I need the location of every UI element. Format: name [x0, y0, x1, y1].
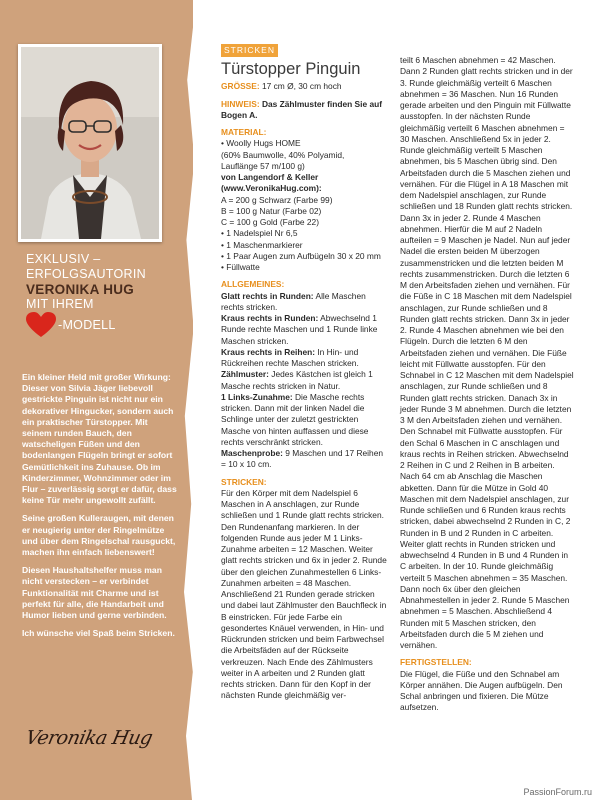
allgemeines-item — [221, 347, 387, 370]
allgemeines-item — [221, 369, 387, 392]
hinweis-label: HINWEIS: — [221, 98, 260, 109]
watermark: PassionForum.ru — [523, 787, 592, 797]
material-line: (60% Baumwolle, 40% Polyamid, — [221, 149, 345, 160]
exklusiv-heading — [26, 252, 176, 338]
material-line: C = 100 g Gold (Farbe 22) — [221, 217, 319, 227]
groesse-section — [221, 81, 387, 92]
stricken-text-part-1: Für den Körper mit dem Nadelspiel 6 Maschen in A anschlagen, zur Runde schließen und 1 Runde glatt rechts stricken. Den Rundenanfang markieren. In der folgenden Runde aus jeder M 1 Links-Zunahme arbeiten = 12 Maschen. Weiter glatt rechts stricken und 6x in jeder 2. Runde über den gleichen Zunahmestellen 6 Links-Zunahmen arbeiten = 48 Maschen. Anschließend 21 Runden gerade stricken und dabei laut Zählmuster den Bauchfleck in B einstricken. Für jede Farbe ein gesondertes Knäuel verwenden, in Hin- und Rückrunden stricken und beim Farbwechsel die Arbeitsfäden auf der Rückseite verkreuzen. Nach Ende des Zählmusters weiter in A arbeiten und 2 Runden glatt rechts stricken. Dann für den Kopf in der nächsten Runde gleichmäßig ver- — [221, 487, 387, 701]
allgemeines-text: Die Masche rechts stricken. Dann mit der linken Nadel die Schlinge unter der zuletzt gestrickten Masche von hinten auffassen und diese rechts verschränkt stricken. — [221, 391, 369, 447]
article-column-2 — [400, 55, 574, 714]
material-line: Lauflänge 57 m/100 g) — [221, 160, 305, 171]
stricken-section — [221, 477, 387, 702]
allgemeines-text: In Hin- und Rückreihen rechte Maschen stricken. — [221, 346, 359, 368]
mit-ihrem: MIT IHREM — [26, 297, 94, 311]
material-line: (www.VeronikaHug.com): — [221, 183, 322, 194]
category-tag: STRICKEN — [221, 44, 278, 57]
allgemeines-term: 1 Links-Zunahme: — [221, 391, 293, 402]
author-name: VERONIKA HUG — [26, 282, 135, 297]
material-line: • 1 Paar Augen zum Aufbügeln 30 x 20 mm — [221, 250, 381, 261]
allgemeines-item — [221, 313, 387, 347]
heart-modell-row — [26, 312, 176, 338]
allgemeines-term: Maschenprobe: — [221, 448, 283, 458]
author-signature: Veronika Hug — [23, 727, 155, 749]
material-line: • 1 Nadelspiel Nr 6,5 — [221, 228, 298, 239]
author-sidebar — [0, 0, 193, 800]
allgemeines-label: ALLGEMEINES: — [221, 279, 285, 290]
material-line: • Woolly Hugs HOME — [221, 138, 301, 149]
groesse-value: 17 cm Ø, 30 cm hoch — [261, 81, 342, 92]
groesse-label: GRÖSSE: — [221, 81, 260, 92]
intro-paragraph-4: Ich wünsche viel Spaß beim Stricken. — [22, 628, 175, 639]
article-column-1 — [221, 44, 387, 702]
heart-icon — [26, 312, 56, 338]
allgemeines-term: Kraus rechts in Runden: — [221, 313, 319, 323]
allgemeines-section — [221, 279, 387, 470]
material-line: • 1 Maschenmarkierer — [221, 239, 303, 250]
material-section — [221, 127, 387, 273]
allgemeines-term: Zählmuster: — [221, 369, 269, 380]
author-portrait-illustration — [21, 47, 159, 239]
modell-label: -MODELL — [58, 317, 116, 332]
allgemeines-text: Abwechselnd 1 Runde rechte Maschen und 1 Runde linke Maschen stricken. — [221, 313, 378, 346]
allgemeines-text: 9 Maschen und 17 Reihen = 10 x 10 cm. — [221, 448, 384, 470]
fertigstellen-label: FERTIGSTELLEN: — [400, 657, 472, 668]
fertigstellen-text: Die Flügel, die Füße und den Schnabel am Körper annähen. Die Augen aufbügeln. Den Schal anbringen und fixieren. Die Mütze aufsetzen. — [400, 668, 563, 713]
article-title: Türstopper Pinguin — [221, 60, 361, 79]
intro-paragraph-2: Seine großen Kulleraugen, mit denen er neugierig unter der Ringelmütze und über dem Ringelschal rausguckt, machen ihn einfach liebenswert! — [22, 513, 176, 558]
allgemeines-item — [221, 448, 387, 471]
exklusiv-line-1: EXKLUSIV – — [26, 252, 101, 266]
hinweis-section — [221, 99, 387, 122]
material-label: MATERIAL: — [221, 127, 267, 137]
allgemeines-item — [221, 392, 387, 448]
material-line: A = 200 g Schwarz (Farbe 99) — [221, 194, 333, 205]
stricken-text-part-2: teilt 6 Maschen abnehmen = 42 Maschen. Dann 2 Runden glatt rechts stricken und in der 3. Runde gleichmäßig verteilt 6 Maschen abnehmen = 36 Maschen. Nun 16 Runden gerade arbeiten und den Pinguin mit Füllwatte ausstopfen. In der nächsten Runde gleichmäßig verteilt 6 Maschen abnehmen = 30 Maschen. Anschließend 5x in jeder 2. Runde gleichmäßig verteilt 5 Maschen abnehmen, bis 5 Maschen übrig sind. Den Arbeitsfaden durch die 5 Maschen ziehen und vernähen. Für die Flügel in A 18 Maschen mit dem Nadelspiel anschlagen, zur Runde schließen und 18 Runden glatt rechts stricken. Dann 3x in jeder 2. Runde 4 Maschen abnehmen. Hierfür die M auf 2 Nadeln aufteilen = 9 Maschen je Nadel. Nun auf jeder Nadel die ersten beiden M überzogen zusammenstricken und die letzten beiden M rechts zusammenstricken. Durch die letzten 6 M den Arbeitsfaden ziehen und vernähen. Für die Füße in C 18 Maschen mit dem Nadelspiel anschlagen, zur Runde schließen und 8 Runden glatt rechts stricken. Dann 3x in jeder 2. Runde 4 Maschen abnehmen wie bei den Flügeln. Durch die letzten 6 M den Arbeitsfaden ziehen und vernähen. Die Füße leicht mit Füllwatte ausstopfen. Für den Schnabel in C 12 Maschen mit dem Nadelspiel anschlagen, zur Runde schließen und 8 Runden glatt rechts stricken. Danach 3x in jeder Runde 3 M abnehmen. Durch die letzten 3 M den Arbeitsfaden ziehen und vernähen. Den Schnabel mit Füllwatte ausstopfen. Für den Schal 6 Maschen in C anschlagen und kraus rechts in Reihen stricken. Abwechselnd 2 Reihen in C und 2 Reihen in B arbeiten. Nach 64 cm ab Anschlag die Maschen abketten. Dann für die Mütze in Gold 40 Maschen mit dem Nadelspiel anschlagen, zur Runde schließen und 6 Runden kraus rechts stricken, dabei abwechselnd 2 Runden in C, 2 Runden in B und 2 Runden in C arbeiten. Weiter glatt rechts in Runden stricken und abwechselnd 4 Runden in B und 4 Runden in C arbeiten. In der 10. Runde gleichmäßig verteilt 5 Maschen abnehmen = 35 Maschen. Dann noch 6x über den gleichen Abnahmestellen in jeder 2. Runde 5 Maschen abnehmen = 5 Maschen. Abschließend 4 Runden mit 5 Maschen stricken, den Arbeitsfaden durch die 5 M ziehen und vernähen. — [400, 55, 574, 650]
hinweis-value: Das Zählmuster finden Sie auf Bogen A. — [221, 98, 383, 120]
stricken-label: STRICKEN: — [221, 476, 267, 487]
material-line: • Füllwatte — [221, 262, 260, 272]
allgemeines-text: Jedes Kästchen ist gleich 1 Masche rechts stricken in Natur. — [221, 369, 373, 391]
intro-paragraph-1: Ein kleiner Held mit großer Wirkung: Dieser von Silvia Jäger liebevoll gestrickte Pinguin ist nicht nur ein dekorativer Hingucker, sondern auch ein praktischer Türstopper. Mit seinem runden Bauch, den watscheligen Füßen und den bodenlangen Flügeln bringt er sofort Gemütlichkeit ins Zuhause. Ob im Kinderzimmer, Wohnzimmer oder im Flur – zuverlässig sorgt er dafür, dass keine Tür mehr ungewollt zufällt. — [22, 372, 177, 506]
allgemeines-term: Glatt rechts in Runden: — [221, 290, 314, 301]
allgemeines-term: Kraus rechts in Reihen: — [221, 346, 316, 357]
material-line: von Langendorf & Keller — [221, 172, 319, 182]
exklusiv-line-2: ERFOLGSAUTORIN — [26, 267, 146, 281]
author-photo — [18, 44, 162, 242]
intro-text — [22, 372, 178, 646]
intro-paragraph-3: Diesen Haushaltshelfer muss man nicht verstecken – er verbindet Funktionalität mit Charme und ist perfekt für alle, die Handarbeit und Humor lieben und gerne verbinden. — [22, 565, 167, 621]
fertigstellen-section — [400, 657, 574, 713]
allgemeines-text: Alle Maschen rechts stricken. — [221, 290, 366, 312]
material-line: B = 100 g Natur (Farbe 02) — [221, 205, 322, 216]
allgemeines-item — [221, 291, 387, 314]
